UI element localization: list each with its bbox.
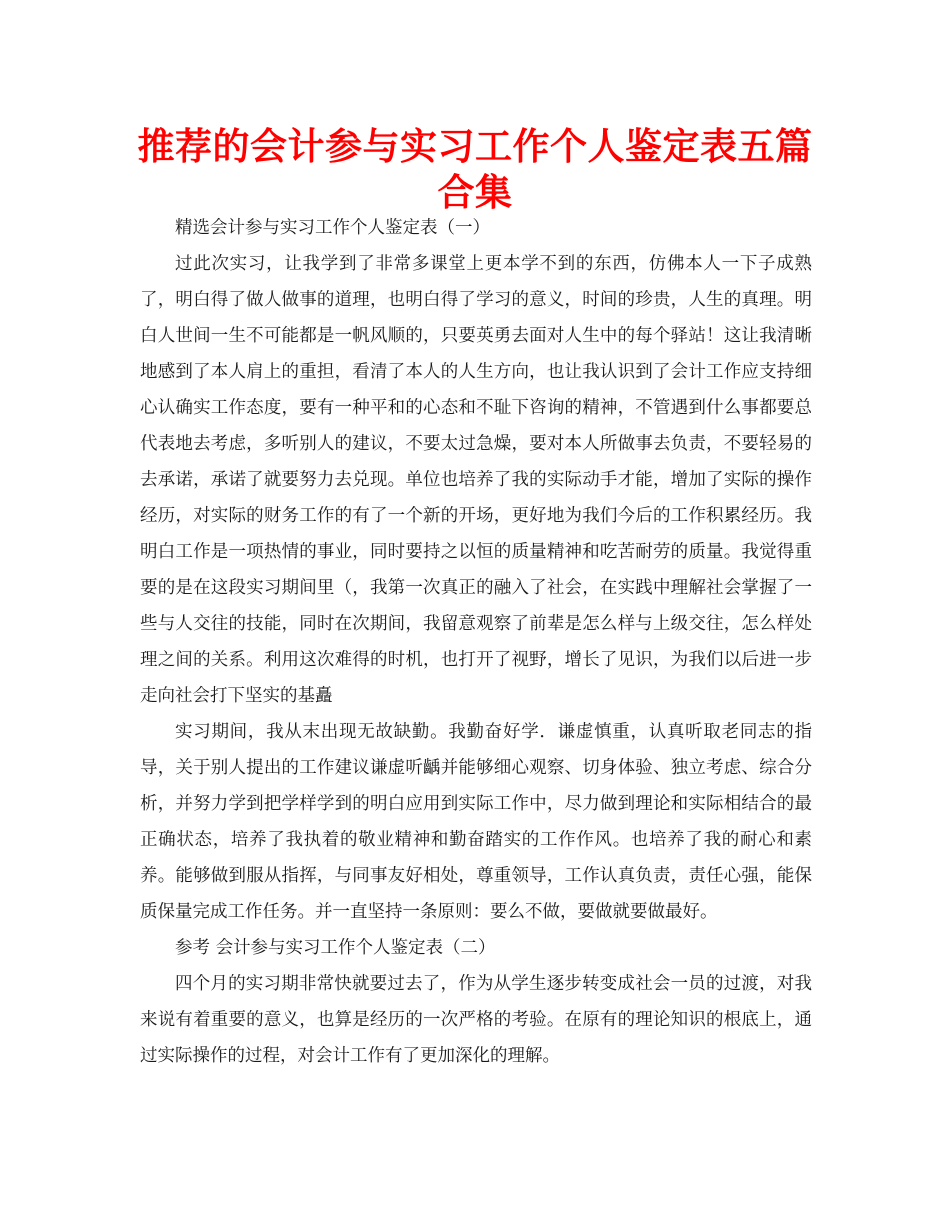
- paragraph-3: 四个月的实习期非常快就要过去了，作为从学生逐步转变成社会一员的过渡，对我来说有着重要的意义，也算是经历的一次严格的考验。在原有的理论知识的根底上，通过实际操作的过程，对会计工作有了更加深化的理解。: [140, 974, 812, 1066]
- paragraph-2: 实习期间，我从末出现无故缺勤。我勤奋好学．谦虚慎重，认真听取老同志的指导，关于别人提出的工作建议谦虚听齲并能够细心观察、切身体验、独立考虑、综合分析，并努力学到把学样学到的明白应用到实际工作中，尽力做到理论和实际相结合的最正确状态，培养了我执着的敬业精神和勤奋踏实的工作作风。也培养了我的耐心和素养。能够做到服从指挥，与同事友好相处，尊重领导，工作认真负责，责任心强，能保质保量完成工作任务。并一直坚持一条原则：要么不做，要做就要做最好。: [140, 722, 812, 922]
- section-heading-1: 精选会计参与实习工作个人鉴定表（一）: [175, 218, 490, 238]
- section-heading-2: 参考 会计参与实习工作个人鉴定表（二）: [175, 938, 496, 958]
- document-title: 推荐的会计参与实习工作个人鉴定表五篇合集: [137, 125, 813, 214]
- document-body: [140, 210, 812, 1074]
- paragraph-1: 过此次实习，让我学到了非常多课堂上更本学不到的东西，仿佛本人一下子成熟了，明白得了做人做事的道理，也明白得了学习的意义，时间的珍贵，人生的真理。明白人世间一生不可能都是一帆风顺的，只要英勇去面对人生中的每个驿站！这让我清晰地感到了本人肩上的重担，看清了本人的人生方向，也让我认识到了会计工作应支持细心认确实工作态度，要有一种平和的心态和不耻下咨询的精神，不管遇到什么事都要总代表地去考虑，多听别人的建议，不要太过急燥，要对本人所做事去负责，不要轻易的去承诺，承诺了就要努力去兑现。单位也培养了我的实际动手才能，增加了实际的操作经历，对实际的财务工作的有了一个新的开场，更好地为我们今后的工作积累经历。我明白工作是一项热情的事业，同时要持之以恒的质量精神和吃苦耐劳的质量。我觉得重要的是在这段实习期间里（，我第一次真正的融入了社会，在实践中理解社会掌握了一些与人交往的技能，同时在次期间，我留意观察了前辈是怎么样与上级交往，怎么样处理之间的关系。利用这次难得的时机，也打开了视野，增长了见识，为我们以后进一步走向社会打下坚实的基矗: [140, 254, 812, 706]
